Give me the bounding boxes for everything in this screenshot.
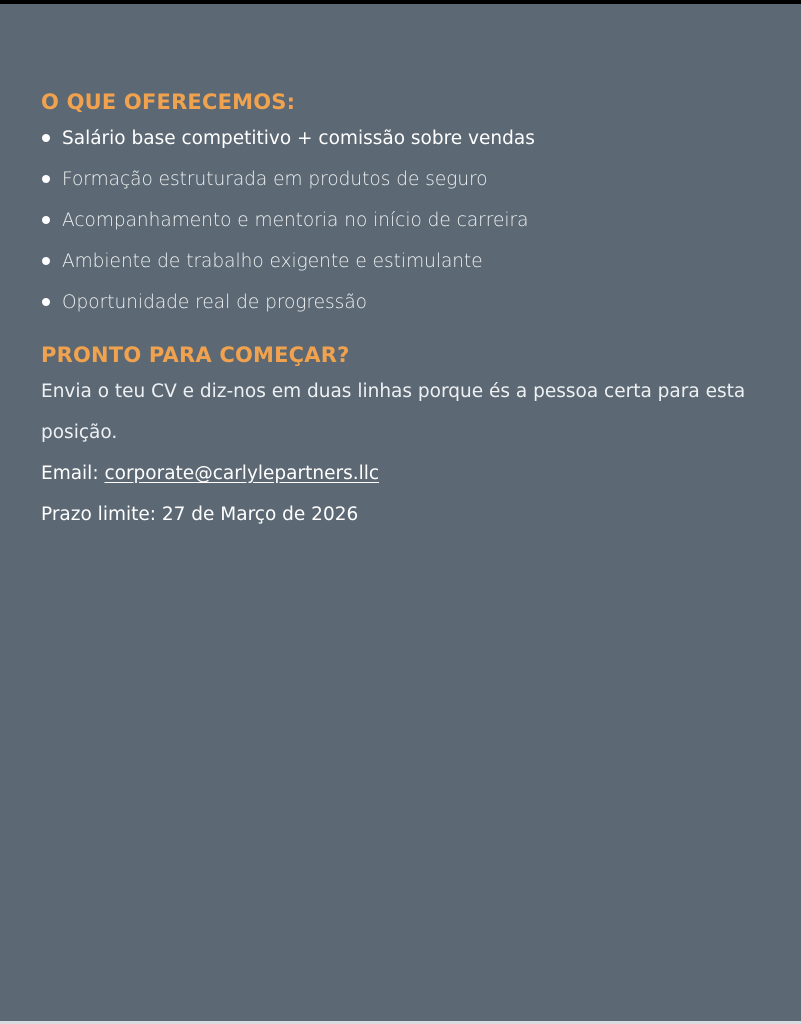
cta-heading: PRONTO PARA COMEÇAR? bbox=[41, 343, 350, 367]
bullet-dot-icon bbox=[42, 257, 50, 265]
benefit-text: Oportunidade real de progressão bbox=[62, 292, 367, 313]
list-item bbox=[41, 241, 761, 282]
benefit-text: Acompanhamento e mentoria no início de carreira bbox=[62, 210, 529, 231]
benefit-text: Salário base competitivo + comissão sobre vendas bbox=[62, 128, 535, 149]
bullet-dot-icon bbox=[42, 175, 50, 183]
job-post-content bbox=[41, 86, 761, 535]
email-line bbox=[41, 453, 761, 494]
email-link[interactable]: corporate@carlylepartners.llc bbox=[104, 463, 380, 484]
bullet-dot-icon bbox=[42, 298, 50, 306]
deadline-text: Prazo limite: 27 de Março de 2026 bbox=[41, 504, 359, 525]
bullet-dot-icon bbox=[42, 134, 50, 142]
list-item bbox=[41, 118, 761, 159]
bullet-dot-icon bbox=[42, 216, 50, 224]
list-item bbox=[41, 282, 761, 323]
list-item bbox=[41, 200, 761, 241]
list-item bbox=[41, 159, 761, 200]
benefit-text: Ambiente de trabalho exigente e estimulante bbox=[62, 251, 483, 272]
benefits-list bbox=[41, 118, 761, 323]
offer-heading: O QUE OFERECEMOS: bbox=[41, 90, 296, 114]
benefit-text: Formação estruturada em produtos de seguro bbox=[62, 169, 488, 190]
email-label: Email: bbox=[41, 463, 105, 484]
top-edge-bar bbox=[0, 0, 801, 4]
cta-body-text: Envia o teu CV e diz-nos em duas linhas porque és a pessoa certa para esta posição. bbox=[41, 381, 746, 443]
